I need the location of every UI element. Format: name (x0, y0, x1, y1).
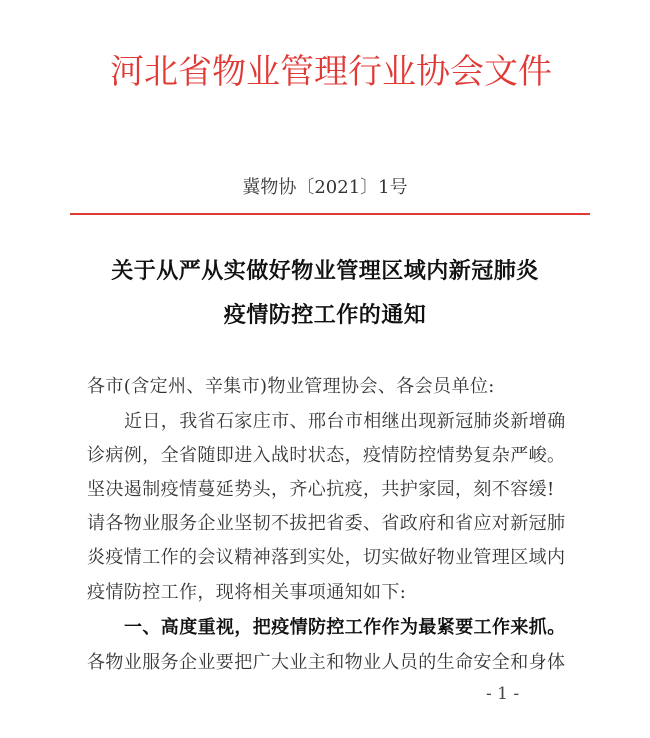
body-line: 炎疫情工作的会议精神落到实处，切实做好物业管理区域内 (87, 547, 566, 568)
body-line: 请各物业服务企业坚韧不拔把省委、省政府和省应对新冠肺 (87, 513, 566, 534)
salutation: 各市(含定州、辛集市)物业管理协会、各会员单位: (87, 376, 495, 397)
page-number: - 1 - (486, 684, 520, 704)
body-line: 各物业服务企业要把广大业主和物业人员的生命安全和身体 (87, 652, 566, 673)
document-number: 冀物协〔2021〕1号 (242, 177, 408, 198)
header-divider (70, 213, 590, 215)
notice-title-line-1: 关于从严从实做好物业管理区域内新冠肺炎 (111, 258, 539, 284)
document-header-title: 河北省物业管理行业协会文件 (110, 52, 552, 92)
body-line: 疫情防控工作，现将相关事项通知如下: (87, 582, 407, 603)
body-line: 近日，我省石家庄市、邢台市相继出现新冠肺炎新增确 (124, 411, 566, 432)
notice-title-line-2: 疫情防控工作的通知 (223, 302, 427, 328)
body-line: 坚决遏制疫情蔓延势头，齐心抗疫，共护家园，刻不容缓! (87, 479, 555, 500)
body-line: 诊病例，全省随即进入战时状态，疫情防控情势复杂严峻。 (87, 445, 566, 466)
section-heading-1: 一、高度重视，把疫情防控工作作为最紧要工作来抓。 (124, 617, 566, 638)
